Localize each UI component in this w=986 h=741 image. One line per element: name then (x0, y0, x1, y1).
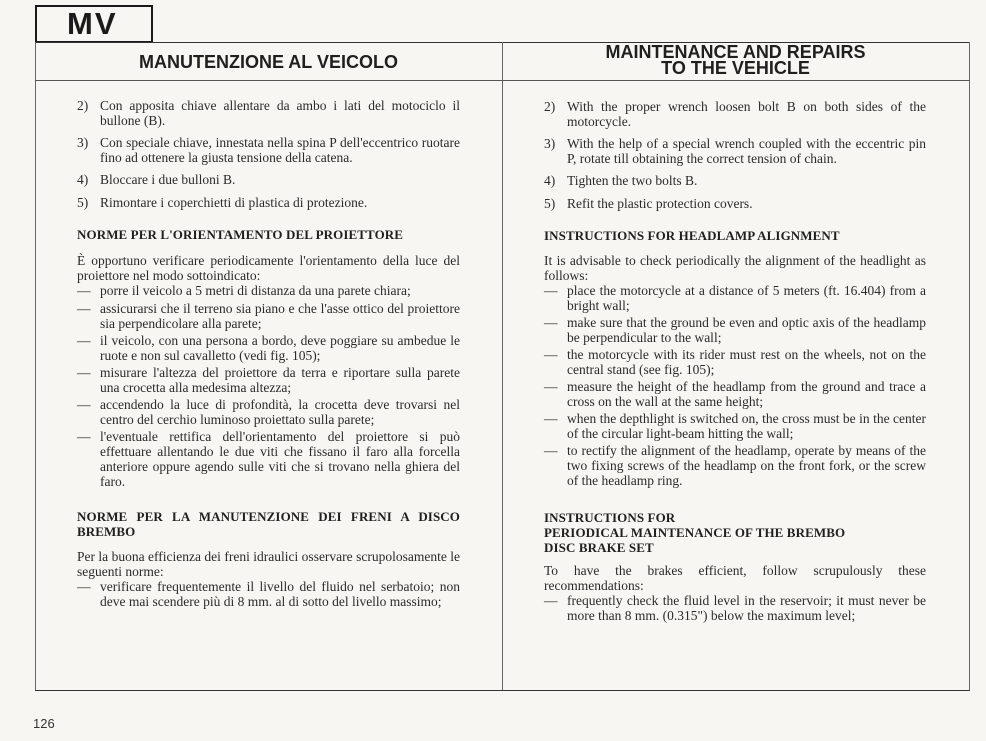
header-rule (35, 80, 970, 81)
section-heading-headlamp: NORME PER L'ORIENTAMENTO DEL PROIETTORE (77, 227, 404, 242)
section-intro: È opportuno verificare periodicamente l'orientamento della luce del proiettore nel modo sottoindicato: (77, 253, 460, 283)
bullet-item (77, 333, 460, 363)
frame-right-border (969, 42, 970, 690)
bullet-item (544, 283, 926, 313)
dash-mark: — (77, 429, 91, 444)
dash-mark: — (77, 397, 91, 412)
item-number: 2) (77, 98, 89, 113)
mv-logo: MV (35, 5, 153, 43)
bottom-rule (35, 690, 970, 691)
bullet-text: the motorcycle with its rider must rest on the wheels, not on the central stand (see fig. 105); (567, 347, 926, 377)
list-item (544, 136, 926, 166)
right-column-text (544, 99, 926, 623)
list-item (77, 98, 460, 128)
bullet-item (77, 429, 460, 489)
item-text: Con speciale chiave, innestata nella spina P dell'eccentrico ruotare fino ad ottenere la giusta tensione della catena. (100, 135, 460, 165)
section-intro: To have the brakes efficient, follow scrupulously these recommendations: (544, 563, 926, 593)
item-number: 5) (544, 196, 556, 211)
bullet-item (544, 379, 926, 409)
dash-mark: — (544, 347, 558, 362)
dash-mark: — (544, 443, 558, 458)
section-heading-brakes: NORME PER LA MANUTENZIONE DEI FRENI A DISCO BREMBO (77, 509, 460, 539)
section-intro: Per la buona efficienza dei freni idraulici osservare scrupolosamente le seguenti norme: (77, 549, 460, 579)
page-number: 126 (33, 716, 55, 731)
list-item (77, 195, 460, 210)
heading-line: INSTRUCTIONS FOR (544, 510, 676, 525)
bullet-text: frequently check the fluid level in the reservoir; it must never be more than 8 mm. (0.315") below the maximum level; (567, 593, 926, 623)
bullet-item (544, 593, 926, 623)
item-text: With the proper wrench loosen bolt B on both sides of the motorcycle. (567, 99, 926, 129)
bullet-text: porre il veicolo a 5 metri di distanza da una parete chiara; (100, 283, 411, 298)
bullet-text: accendendo la luce di profondità, la crocetta deve trovarsi nel centro del cerchio luminoso proiettato sulla parete; (100, 397, 460, 427)
dash-mark: — (544, 283, 558, 298)
list-item (544, 99, 926, 129)
bullet-text: il veicolo, con una persona a bordo, deve poggiare su ambedue le ruote e non sul cavalletto (vedi fig. 105); (100, 333, 460, 363)
column-divider (502, 42, 503, 690)
item-text: Rimontare i coperchietti di plastica di protezione. (100, 195, 368, 210)
bullet-item (77, 397, 460, 427)
frame-left-border (35, 42, 36, 690)
item-number: 5) (77, 195, 89, 210)
item-text: With the help of a special wrench coupled with the eccentric pin P, rotate till obtaining the correct tension of chain. (567, 136, 926, 166)
bullet-text: l'eventuale rettifica dell'orientamento del proiettore si può effettuare allentando le due viti che fissano il faro alla forcella anteriore oppure agendo sulle viti che si trovano nella ghiera del faro. (100, 429, 460, 489)
bullet-item (544, 347, 926, 377)
section-intro: It is advisable to check periodically the alignment of the headlight as follows: (544, 253, 926, 283)
left-column-title: MANUTENZIONE AL VEICOLO (138, 52, 398, 72)
dash-mark: — (77, 365, 91, 380)
list-item (77, 135, 460, 165)
bullet-item (77, 365, 460, 395)
bullet-text: when the depthlight is switched on, the cross must be in the center of the circular light-beam hitting the wall; (567, 411, 926, 441)
dash-mark: — (544, 593, 558, 608)
list-item (544, 173, 926, 188)
heading-line: DISC BRAKE SET (544, 540, 654, 555)
bullet-item (77, 579, 460, 609)
list-item (544, 196, 926, 211)
left-column-text (77, 98, 460, 609)
list-item (77, 172, 460, 187)
dash-mark: — (77, 579, 91, 594)
bullet-item (544, 443, 926, 488)
section-heading-brakes (544, 510, 926, 555)
item-text: Refit the plastic protection covers. (567, 196, 753, 211)
bullet-item (544, 315, 926, 345)
right-title-line-2: TO THE VEHICLE (661, 58, 810, 78)
section-heading-headlamp: INSTRUCTIONS FOR HEADLAMP ALIGNMENT (544, 228, 840, 243)
bullet-text: misurare l'altezza del proiettore da terra e riportare sulla parete una crocetta alla medesima altezza; (100, 365, 460, 395)
dash-mark: — (544, 379, 558, 394)
item-number: 3) (77, 135, 89, 150)
bullet-text: make sure that the ground be even and optic axis of the headlamp be perpendicular to the wall; (567, 315, 926, 345)
dash-mark: — (77, 283, 91, 298)
right-column-title (502, 44, 969, 76)
item-number: 4) (77, 172, 89, 187)
item-number: 3) (544, 136, 556, 151)
item-text: Bloccare i due bulloni B. (100, 172, 236, 187)
item-number: 4) (544, 173, 556, 188)
dash-mark: — (544, 315, 558, 330)
dash-mark: — (77, 333, 91, 348)
heading-line: PERIODICAL MAINTENANCE OF THE BREMBO (544, 525, 846, 540)
bullet-item (77, 301, 460, 331)
bullet-item (77, 283, 460, 298)
bullet-text: verificare frequentemente il livello del fluido nel serbatoio; non deve mai scendere più di 8 mm. al di sotto del livello massimo; (100, 579, 460, 609)
right-title-line-1: MAINTENANCE AND REPAIRS (605, 42, 866, 62)
bullet-text: to rectify the alignment of the headlamp, operate by means of the two fixing screws of the headlamp on the front fork, or the screw of the headlamp ring. (567, 443, 926, 488)
item-text: Tighten the two bolts B. (567, 173, 698, 188)
bullet-text: assicurarsi che il terreno sia piano e che l'asse ottico del proiettore sia perpendicolare alla parete; (100, 301, 460, 331)
bullet-text: measure the height of the headlamp from the ground and trace a cross on the wall at the same height; (567, 379, 926, 409)
item-text: Con apposita chiave allentare da ambo i lati del motociclo il bullone (B). (100, 98, 460, 128)
dash-mark: — (544, 411, 558, 426)
dash-mark: — (77, 301, 91, 316)
item-number: 2) (544, 99, 556, 114)
bullet-text: place the motorcycle at a distance of 5 meters (ft. 16.404) from a bright wall; (567, 283, 926, 313)
bullet-item (544, 411, 926, 441)
